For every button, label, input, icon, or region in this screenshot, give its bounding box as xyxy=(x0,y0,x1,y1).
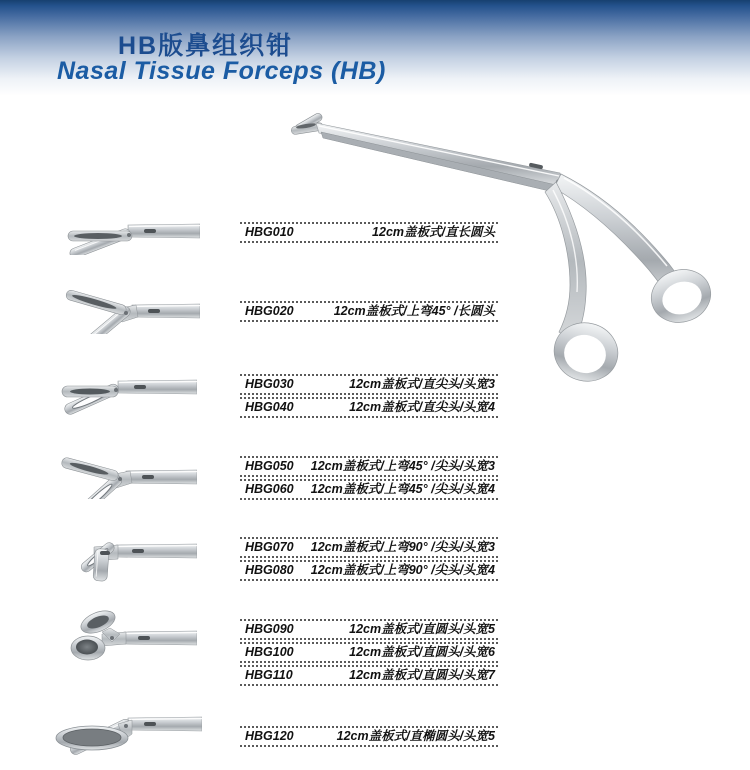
spec-row xyxy=(240,642,498,663)
product-tip-image xyxy=(60,205,200,255)
product-description: 12cm盖板式/上弯45° /尖头/头宽3 xyxy=(310,459,495,473)
product-tip-image xyxy=(52,355,197,415)
product-tip-image xyxy=(52,443,197,499)
page-title-chinese: HB版鼻组织钳 xyxy=(118,32,294,60)
product-description: 12cm盖板式/直椭圆头/头宽5 xyxy=(336,729,495,743)
spec-table xyxy=(240,726,498,749)
product-code: HBG120 xyxy=(245,729,294,743)
finger-ring-lower xyxy=(548,316,624,388)
spec-row xyxy=(240,560,498,581)
product-code: HBG070 xyxy=(245,540,294,554)
product-code: HBG020 xyxy=(245,304,294,318)
spec-table xyxy=(240,619,498,688)
spec-row xyxy=(240,665,498,686)
product-description: 12cm盖板式/直尖头/头宽4 xyxy=(349,400,495,414)
product-code: HBG080 xyxy=(245,563,294,577)
main-forceps-photo xyxy=(283,102,745,390)
product-description: 12cm盖板式/直圆头/头宽7 xyxy=(349,668,495,682)
product-code: HBG060 xyxy=(245,482,294,496)
product-tip-image xyxy=(52,521,197,583)
product-description: 12cm盖板式/上弯45° /尖头/头宽4 xyxy=(310,482,495,496)
spec-table xyxy=(240,456,498,502)
spec-row xyxy=(240,456,498,477)
product-code: HBG030 xyxy=(245,377,294,391)
spec-table xyxy=(240,301,498,324)
product-description: 12cm盖板式/直长圆头 xyxy=(372,225,495,239)
product-description: 12cm盖板式/上弯45° /长圆头 xyxy=(333,304,495,318)
spec-row xyxy=(240,301,498,322)
product-code: HBG100 xyxy=(245,645,294,659)
product-code: HBG010 xyxy=(245,225,294,239)
product-code: HBG050 xyxy=(245,459,294,473)
spec-table xyxy=(240,537,498,583)
product-description: 12cm盖板式/直圆头/头宽5 xyxy=(349,622,495,636)
spec-row xyxy=(240,222,498,243)
product-code: HBG040 xyxy=(245,400,294,414)
product-tip-image xyxy=(52,606,197,670)
product-description: 12cm盖板式/直圆头/头宽6 xyxy=(349,645,495,659)
product-code: HBG110 xyxy=(245,668,293,682)
product-description: 12cm盖板式/上弯90° /尖头/头宽4 xyxy=(310,563,495,577)
product-description: 12cm盖板式/直尖头/头宽3 xyxy=(349,377,495,391)
spec-row xyxy=(240,374,498,395)
product-code: HBG090 xyxy=(245,622,294,636)
spec-table xyxy=(240,374,498,420)
spec-row xyxy=(240,537,498,558)
spec-row xyxy=(240,726,498,747)
product-tip-image xyxy=(60,279,200,334)
spec-row xyxy=(240,479,498,500)
spec-row xyxy=(240,619,498,640)
spec-row xyxy=(240,397,498,418)
spec-table xyxy=(240,222,498,245)
page-title-english: Nasal Tissue Forceps (HB) xyxy=(57,57,386,85)
product-description: 12cm盖板式/上弯90° /尖头/头宽3 xyxy=(310,540,495,554)
page-header xyxy=(0,0,750,96)
product-tip-image xyxy=(50,694,202,760)
